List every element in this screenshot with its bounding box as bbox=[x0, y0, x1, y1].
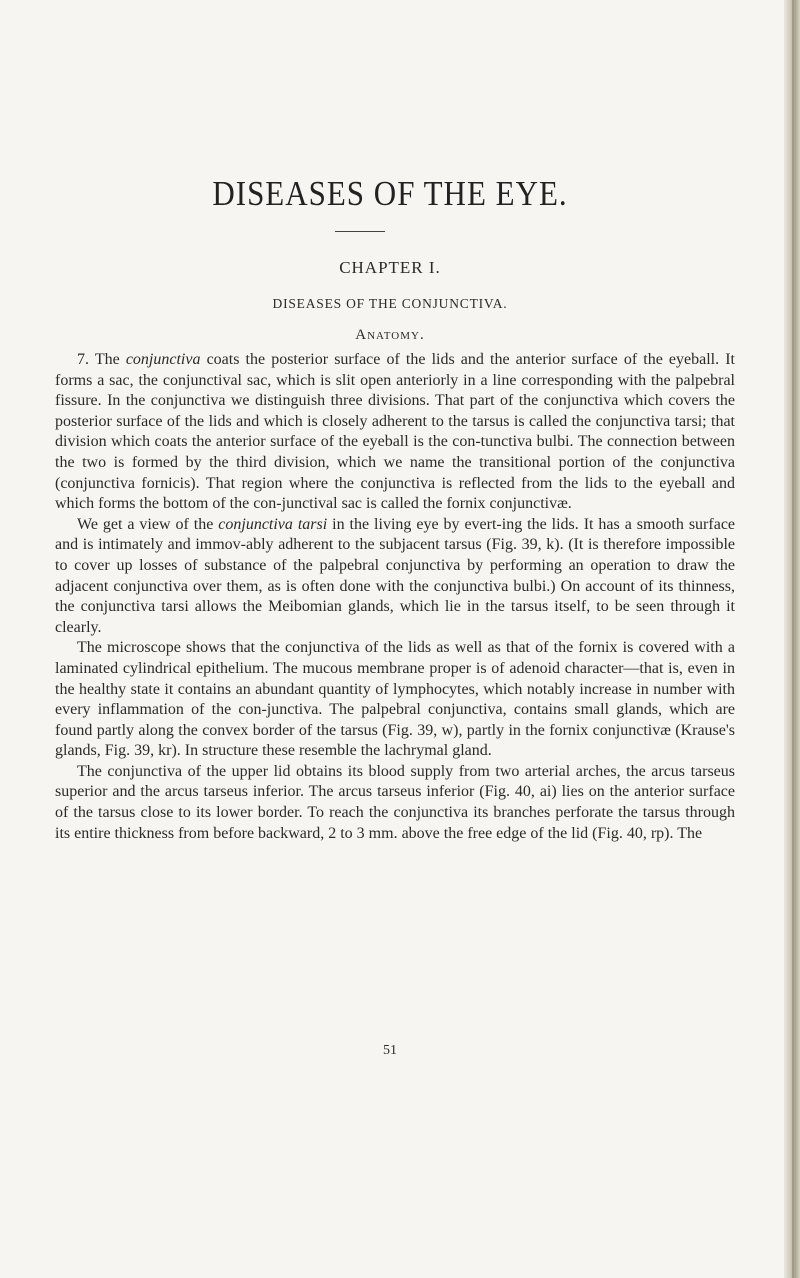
paragraph-1 bbox=[55, 350, 735, 515]
page-number: 51 bbox=[383, 1043, 397, 1058]
book-title: DISEASES OF THE EYE. bbox=[212, 173, 568, 214]
paragraph-1-text: coats the posterior surface of the lids and the anterior surface of the eyeball. It forms a sac, the conjunctival sac, which is slit open anteriorly in a line corresponding with the palpebral fissure. In the conjunctiva we distinguish three divisions. That part of the conjunctiva which covers the posterior surface of the lids and which is closely adherent to the tarsus is called the conjunctiva tarsi; that division which coats the anterior surface of the eyeball is the con-tunctiva bulbi. The connection between the two is formed by the third division, which we name the transitional portion of the conjunctiva (conjunctiva fornicis). That region where the conjunctiva is reflected from the lids to the eyeball and which forms the bottom of the con-junctival sac is called the fornix conjunctivæ. bbox=[55, 351, 735, 513]
paragraph-2-italic-term: conjunctiva tarsi bbox=[218, 515, 333, 533]
scan-edge-line bbox=[792, 0, 794, 1278]
paragraph-3 bbox=[55, 638, 735, 762]
section-heading: Anatomy. bbox=[355, 327, 425, 343]
chapter-number: CHAPTER I. bbox=[339, 258, 441, 277]
paragraph-2-text: in the living eye by evert-ing the lids. It has a smooth surface and is intimately and immov-ably adherent to the subjacent tarsus (Fig. 39, k). (It is therefore impossible to cover up losses of substance of the palpebral conjunctiva by performing an operation to draw the adjacent conjunctiva over them, as is often done with the conjunctiva bulbi.) On account of its thinness, the conjunctiva tarsi allows the Meibomian glands, which lie in the tarsus itself, to be seen through it clearly. bbox=[55, 515, 736, 636]
paragraph-4-text: The conjunctiva of the upper lid obtains its blood supply from two arterial arches, the arcus tarseus superior and the arcus tarseus inferior. The arcus tarseus inferior (Fig. 40, ai) lies on the anterior surface of the tarsus close to its lower border. To reach the conjunctiva its branches perforate the tarsus through its entire thickness from before backward, 2 to 3 mm. above the free edge of the lid (Fig. 40, rp). The bbox=[55, 762, 735, 842]
paragraph-4 bbox=[55, 762, 735, 844]
paragraph-2 bbox=[55, 515, 735, 639]
title-divider bbox=[335, 231, 385, 232]
paragraph-1-italic-term: conjunctiva bbox=[125, 351, 207, 368]
paragraph-2-lead: We get a view of the bbox=[77, 515, 219, 533]
paragraph-1-lead: 7. The bbox=[77, 351, 126, 368]
body-text bbox=[55, 350, 735, 844]
paragraph-3-text: The microscope shows that the conjunctiva of the lids as well as that of the fornix is covered with a laminated cylindrical epithelium. The mucous membrane proper is of adenoid character—that is, even in the healthy state it contains an abundant quantity of lymphocytes, which notably increase in number with every inflammation of the con-junctiva. The palpebral conjunctiva, contains small glands, which are found partly along the convex border of the tarsus (Fig. 39, w), partly in the fornix conjunctivæ (Krause's glands, Fig. 39, kr). In structure these resemble the lachrymal gland. bbox=[55, 639, 735, 760]
chapter-title: DISEASES OF THE CONJUNCTIVA. bbox=[272, 296, 508, 311]
